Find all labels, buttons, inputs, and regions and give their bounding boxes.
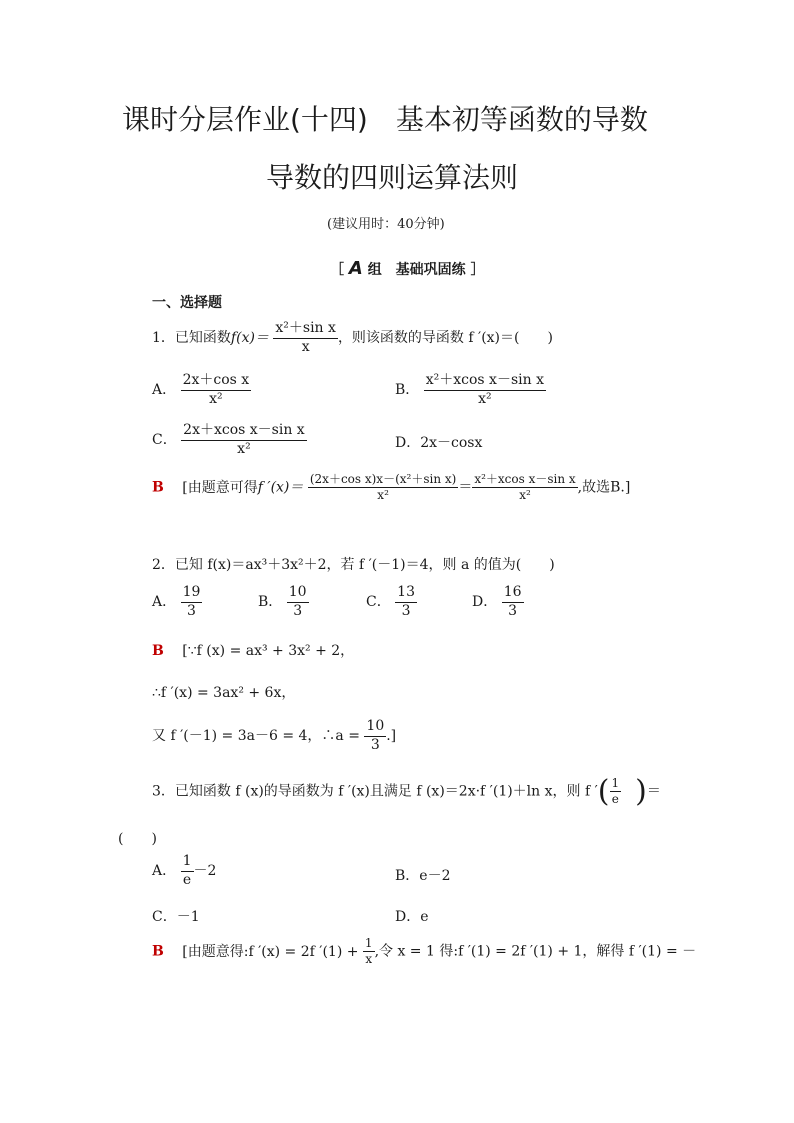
group-label: 组 基础巩固练: [367, 262, 466, 278]
bracket-left: ［: [330, 262, 344, 278]
q2-option-c[interactable]: C． $\frac{13}{3}$: [366, 584, 415, 619]
q1-stem: 1．已知函数f(x)＝ $\frac{\text{x²＋sin x}}{x}$ ，则该函数的导函数 f ′(x)＝( ): [152, 320, 553, 355]
q2-stem: 2．已知 f(x)＝ax³＋3x²＋2，若 f ′(－1)＝4，则 a 的值为( ): [152, 557, 555, 573]
q2-option-a[interactable]: A． $\frac{19}{3}$: [152, 584, 201, 619]
q1-answer: B: [152, 479, 164, 496]
q1-stem-fraction: $\frac{\text{x²＋sin x}}{x}$: [275, 320, 336, 355]
page-title-line2: 导数的四则运算法则: [266, 161, 519, 194]
bracket-right: ］: [470, 262, 485, 278]
q2-option-b[interactable]: B． $\frac{10}{3}$: [258, 584, 307, 619]
group-badge: A: [348, 258, 363, 279]
q2-answer: B: [152, 643, 164, 659]
q2-solution-line2: ∴f ′(x) = 3ax² + 6x，: [152, 685, 296, 701]
q1-option-a[interactable]: A． $\frac{\text{2x＋cos x}}{\text{x²}}$: [152, 372, 250, 407]
q3-option-a[interactable]: A． $\frac{1}{e}$ －2: [152, 853, 217, 888]
q2-solution-line3: 又 f ′(－1) = 3a－6 = 4，∴a = $\frac{10}{3}$ .]: [152, 718, 397, 753]
q2-solution-line1: B [∵f (x) = ax³ + 3x² + 2，: [152, 643, 355, 659]
section-heading: 一、选择题: [152, 295, 222, 311]
q3-option-b[interactable]: B．e－2: [395, 868, 451, 884]
q1-option-c[interactable]: C． $\frac{\text{2x＋xcos x－sin x}}{\text{x²}}$: [152, 422, 305, 457]
q3-stem: 3．已知函数 f (x)的导函数为 f ′(x)且满足 f (x)＝2x·f ′(1)＋ln x，则 f ′( $\frac{1}{e}$ )＝: [152, 773, 661, 809]
q3-option-d[interactable]: D．e: [395, 909, 429, 925]
q3-answer-paren: ( ): [118, 831, 157, 847]
time-hint: (建议用时：40分钟): [327, 217, 445, 232]
q3-option-c[interactable]: C．－1: [152, 909, 200, 925]
q1-option-b[interactable]: B． $\frac{\text{x²＋xcos x－sin x}}{\text{x²}}$: [395, 372, 544, 407]
page-title-line1: 课时分层作业(十四) 基本初等函数的导数: [122, 103, 648, 136]
q2-option-d[interactable]: D． $\frac{16}{3}$: [472, 584, 522, 619]
q1-option-d[interactable]: D．2x－cosx: [395, 435, 483, 451]
q3-answer: B: [152, 943, 164, 960]
q3-solution: B [由题意得:f ′(x) = 2f ′(1) + $\frac{1}{x}$ ,令 x = 1 得:f ′(1) = 2f ′(1) + 1，解得 f ′(1) = －: [152, 936, 697, 966]
group-heading: [330, 258, 485, 279]
q1-solution: B [由题意可得f ′(x)＝ $\frac{\text{(2x＋cos x)x－(x²＋sin x)}}{\text{x²}}$ ＝ $\frac{\text{x²＋xcos x－sin x}}{\text{x²}}$ ,故选B.]: [152, 472, 631, 502]
